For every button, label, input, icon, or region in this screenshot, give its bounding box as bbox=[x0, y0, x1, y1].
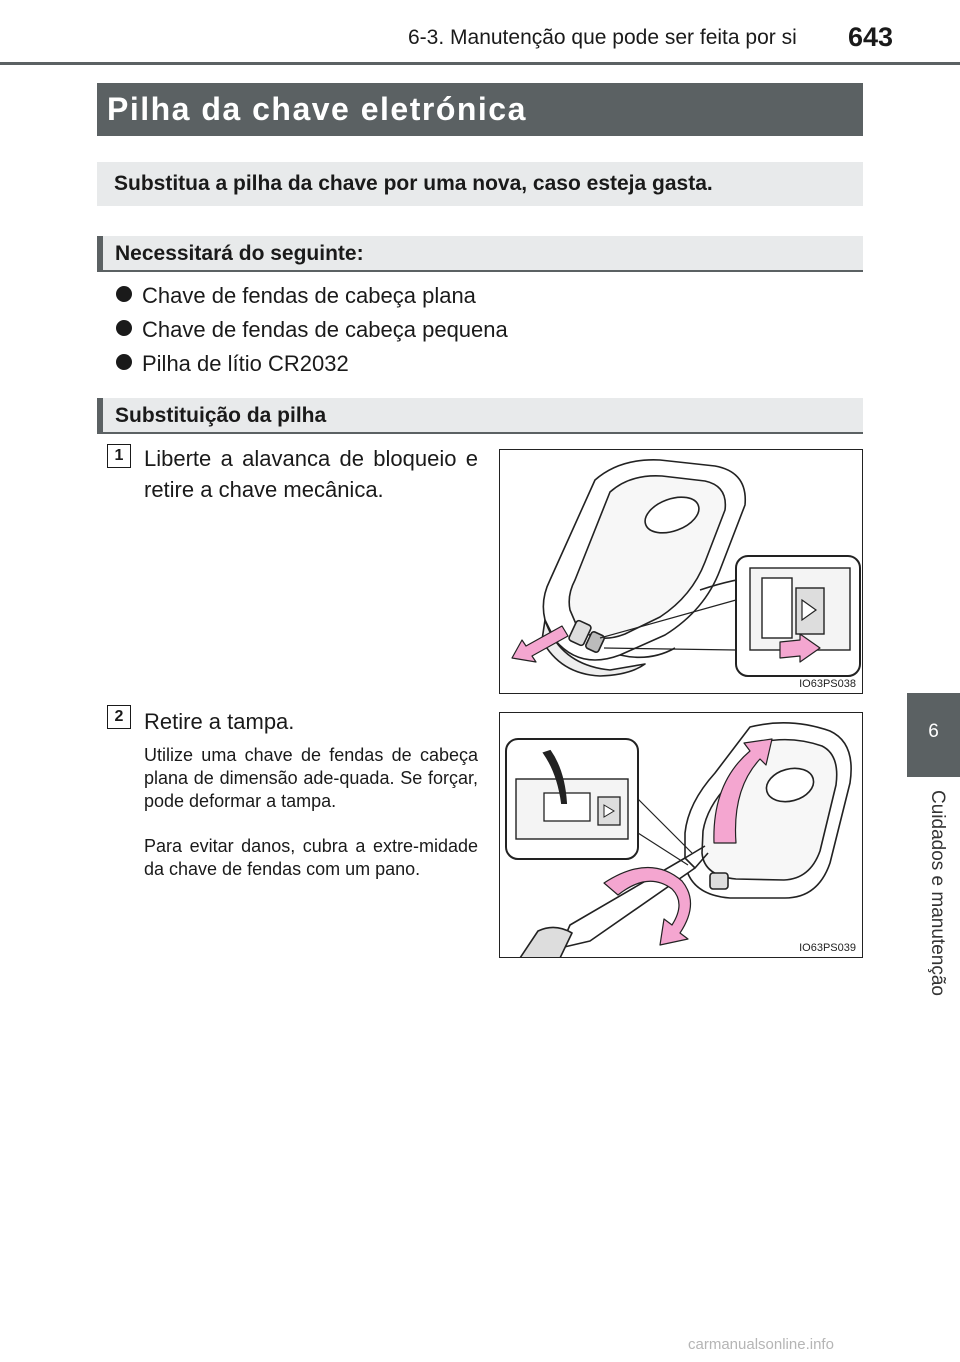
figure-code: IO63PS038 bbox=[799, 678, 856, 690]
running-header-section: 6-3. Manutenção que pode ser feita por si bbox=[408, 26, 797, 49]
bullet-icon bbox=[116, 320, 132, 336]
page-title: Pilha da chave eletrónica bbox=[107, 91, 527, 127]
replacement-heading-text: Substituição da pilha bbox=[115, 404, 327, 427]
step-1-text: Liberte a alavanca de bloqueio e retire a chave mecânica. bbox=[144, 446, 478, 502]
replacement-heading bbox=[97, 398, 863, 434]
chapter-title-vertical bbox=[922, 790, 950, 1020]
key-fob-illustration bbox=[500, 450, 863, 694]
intro-box bbox=[97, 162, 863, 206]
cover-removal-illustration bbox=[500, 713, 863, 958]
step-2-note: Utilize uma chave de fendas de cabeça plana de dimensão ade-quada. Se forçar, pode deformar a tampa. bbox=[144, 745, 478, 811]
needs-heading bbox=[97, 236, 863, 272]
intro-text: Substitua a pilha da chave por uma nova, caso esteja gasta. bbox=[114, 172, 713, 195]
needs-item: Chave de fendas de cabeça plana bbox=[116, 283, 476, 309]
step-2-text: Retire a tampa. bbox=[144, 709, 295, 734]
page-number: 643 bbox=[848, 22, 894, 52]
step-number-badge: 1 bbox=[107, 444, 131, 468]
step-number-badge: 2 bbox=[107, 705, 131, 729]
chapter-title: Cuidados e manutenção bbox=[927, 790, 948, 996]
figure-code: IO63PS039 bbox=[799, 942, 856, 954]
bullet-icon bbox=[116, 354, 132, 370]
page-title-bar bbox=[97, 83, 863, 136]
watermark-text: carmanualsonline.info bbox=[688, 1336, 834, 1353]
figure-step-1 bbox=[499, 449, 863, 694]
bullet-icon bbox=[116, 286, 132, 302]
figure-step-2 bbox=[499, 712, 863, 958]
step-2-note: Para evitar danos, cubra a extre-midade da chave de fendas com um pano. bbox=[144, 836, 478, 879]
chapter-number: 6 bbox=[928, 721, 939, 742]
header-rule bbox=[0, 62, 960, 65]
chapter-tab bbox=[907, 693, 960, 777]
needs-heading-text: Necessitará do seguinte: bbox=[115, 242, 364, 265]
needs-item: Chave de fendas de cabeça pequena bbox=[116, 317, 508, 343]
needs-item: Pilha de lítio CR2032 bbox=[116, 351, 349, 377]
